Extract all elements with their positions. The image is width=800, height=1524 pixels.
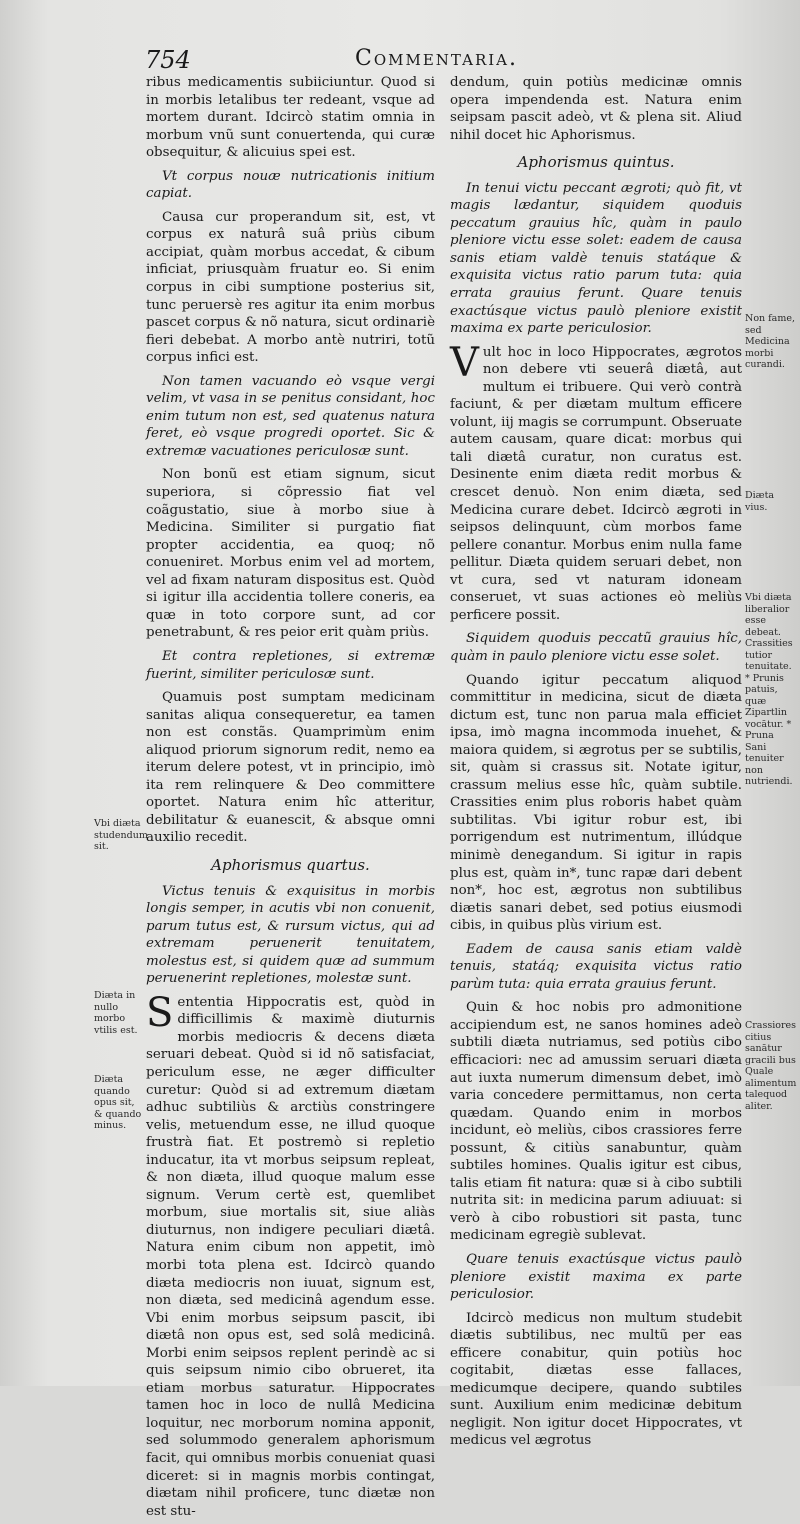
aphorism-text: Quare tenuis exactúsque victus paulò pleniore existit maxima ex parte periculosior. bbox=[450, 1252, 742, 1303]
page-number: 754 bbox=[145, 46, 191, 74]
aphorism-text: In tenui victu peccant ægroti; quò fit, vt magis lædantur, siquidem quoduis peccatum grauius hîc, quàm in paulo pleniore victu esse solet: eadem de causa sanis etiam valdè tenuis statáque & exquisita victus ratio parum tuta: quia errata grauius ferunt. Quare tenuis exactúsque victus paulò pleniore existit maxima ex parte periculosior. bbox=[450, 180, 742, 337]
margin-note-right: Crassiores citius sanātur gracili bus Quale alimentum talequod aliter. bbox=[745, 1020, 797, 1112]
aphorism-text: Eadem de causa sanis etiam valdè tenuis, statáq; exquisita victus ratio parùm tuta: quia errata grauius ferunt. bbox=[450, 941, 742, 992]
aphorism-text: Non tamen vacuando eò vsque vergi velim, vt vasa in se penitus considant, hoc enim tutum non est, sed quatenus natura feret, eò vsque progredi oportet. Sic & extremæ vacuationes periculosæ sunt. bbox=[146, 373, 435, 459]
margin-note-left: Diæta quando opus sit, & quando minus. bbox=[94, 1074, 142, 1131]
commentary-paragraph: Sententia Hippocratis est, quòd in difficillimis & maximè diuturnis morbis mediocris & decens diæta seruari debeat. Quòd si id nõ satisfaciat, periculum esse, ne æger difficulter curetur: Quòd si ad extremum diætam adhuc subtiliùs & arctiùs constringere velis, metuendum esse, ne illud quoque frustrà fiat. Et postremò si repletio inducatur, ita vt morbus seipsum repleat, & non diæta, illud quoque malum esse signum. Verum certè est, quemlibet morbum, siue mortalis sit, siue aliàs diuturnus, non indigere peculiari diætâ. Natura enim cibum non appetit, imò morbi tota plena est. Idcircò quando diæta mediocris non iuuat, signum est, non diæta, sed medicinâ agendum esse. Vbi enim morbus seipsum pascit, ibi diætâ non opus est, sed solâ medicinâ. Morbi enim seipsos replent perindè ac si quis seipsum nimio cibo obrueret, ita etiam morbus saturatur. Hippocrates tamen hoc in loco de nullâ Medicina loquitur, nec morborum nomina apponit, sed solummodo generalem aphorismum facit, qui omnibus morbis conueniat quasi diceret: si in magnis morbis contingat, diætam nihil proficere, tunc diætæ non est stu- bbox=[146, 989, 435, 1519]
page-header bbox=[145, 46, 745, 76]
aphorism-heading: Aphorismus quintus. bbox=[517, 153, 675, 172]
commentary-paragraph: ribus medicamentis subiiciuntur. Quod si in morbis letalibus ter redeant, vsque ad mortem durant. Idcircò statim omnia in morbum vnũ sunt conuertenda, qui curæ obsequitur, & alicuius spei est. bbox=[146, 75, 435, 161]
commentary-paragraph: Quamuis post sumptam medicinam sanitas aliqua consequeretur, ea tamen non est constãs. Quamprimùm enim aliquod priorum signorum redit, nemo ea iterum delere potest, vt in principio, imò ita rem relinquere & Deo committere oportet. Natura enim hîc atteritur, debilitatur & euanescit, & absque omni auxilio recedit. bbox=[146, 690, 435, 846]
left-text-column bbox=[146, 74, 435, 1524]
aphorism-text: Vt corpus nouæ nutricationis initium capiat. bbox=[146, 168, 435, 202]
margin-note-left: Diæta in nullo morbo vtilis est. bbox=[94, 990, 138, 1036]
aphorism-text: Et contra repletiones, si extremæ fuerint, similiter periculosæ sunt. bbox=[146, 648, 435, 682]
commentary-paragraph: dendum, quin potiùs medicinæ omnis opera impendenda est. Natura enim seipsam pascit adeò, vt & plena sit. Aliud nihil docet hic Aphorismus. bbox=[450, 75, 742, 143]
commentary-paragraph: Non bonũ est etiam signum, sicut superiora, si cõpressio fiat vel coãgustatio, siue à morbo siue à Medicina. Similiter si purgatio fiat propter accidentia, ea quoq; nõ conueniret. Morbus enim vel ad mortem, vel ad fixam naturam dispositus est. Quòd si igitur illa accidentia tollere coneris, ea quæ in toto corpore sunt, ad cor penetrabunt, & res peior erit quàm priùs. bbox=[146, 467, 435, 641]
margin-note-right: Non fame, sed Medicina morbi curandi. bbox=[745, 313, 796, 370]
running-title: Commentaria. bbox=[355, 46, 518, 71]
margin-note-right: Vbi diæta liberalior esse debeat. Crassities tutior tenuitate. * Prunis patuis, quæ Zipartlin vocātur. * Pruna Sani tenuiter non nutriendi. bbox=[745, 592, 793, 787]
commentary-paragraph: Causa cur properandum sit, est, vt corpus ex naturâ suâ priùs cibum accipiat, quàm morbus accedat, & cibum inficiat, priusquàm fruatur eo. Si enim corpus in cibi sumptione posterius sit, tunc peruersè res agitur ita enim morbus pascet corpus & nõ natura, sicut ordinariè fieri debebat. A morbo antè nutriri, totũ corpus infici est. bbox=[146, 209, 435, 366]
margin-note-left: Vbi diæta studendum sit. bbox=[94, 818, 148, 852]
commentary-paragraph: Quin & hoc nobis pro admonitione accipiendum est, ne sanos homines adeò subtili diæta nutriamus, sed potiùs cibo efficaciori: nec ad amussim seruari diæta aut iuxta numerum dimensum debet, imò varia concedere permittamus, non certa quædam. Quando enim in morbos incidunt, eò meliùs, cibos crassiores ferre possunt, & citiùs sanabuntur, quàm subtiles homines. Qualis igitur est cibus, talis etiam fit natura: quæ si à cibo subtili nutrita sit: in medicina parum adiuuat: si verò à cibo robustiori sit pasta, tunc medicinam egregiè sublevat. bbox=[450, 1000, 742, 1244]
right-text-column bbox=[450, 74, 742, 1454]
margin-note-right: Diæta vius. bbox=[745, 490, 775, 513]
aphorism-text: Victus tenuis & exquisitus in morbis longis semper, in acutis vbi non conuenit, parum tutus est, & rursum victus, qui ad extremam peruenerit tenuitatem, molestus est, si quidem quæ ad summum peruenerint repletiones, molestæ sunt. bbox=[146, 883, 435, 987]
commentary-paragraph: Vult hoc in loco Hippocrates, ægrotos non debere vti seuerâ diætâ, aut multum ei tribuere. Qui verò contrà faciunt, & per diætam multum efficere volunt, iij magis se corrumpunt. Obseruate autem causam, quare dicat: morbus qui tali diætâ curatur, non curatus est. Desinente enim diæta redit morbus & crescet denuò. Non enim diæta, sed Medicina curare debet. Idcircò ægroti in seipsos delinquunt, cùm morbos fame pellere conantur. Morbus enim nulla fame pellitur. Diæta quidem seruari debet, non vt cura, sed vt naturam idoneam conseruet, vt suas actiones eò meliùs perficere possit. bbox=[450, 339, 742, 623]
commentary-paragraph: Quando igitur peccatum aliquod committitur in medicina, sicut de diæta dictum est, tunc non parua mala efficiet ipsa, imò magna incommoda inuehet, & maiora quidem, si ægrotus per se subtilis, sit, quàm si crassus sit. Notate igitur, crassum melius esse hîc, quàm subtile. Crassities enim plus roboris habet quàm subtilitas. Vbi igitur robur est, ibi porrigendum est nutrimentum, illúdque minimè denegandum. Si igitur in rapis plus est, quàm in*, tunc rapæ dari debent non*, hoc est, ægrotus non subtilibus diætis sanari debet, sed potius eiusmodi cibis, in quibus plùs virium est. bbox=[450, 672, 742, 934]
aphorism-heading: Aphorismus quartus. bbox=[211, 855, 370, 874]
commentary-paragraph: Idcircò medicus non multum studebit diætis subtilibus, nec multũ per eas efficere conabitur, quin potiùs hoc cogitabit, diætas esse fallaces, medicumque decipere, quando subtiles sunt. Auxilium enim medicinæ debitum negligit. Non igitur docet Hippocrates, vt medicus vel ægrotus bbox=[450, 1310, 742, 1449]
aphorism-text: Siquidem quoduis peccatũ grauius hîc, quàm in paulo pleniore victu esse solet. bbox=[450, 631, 742, 664]
